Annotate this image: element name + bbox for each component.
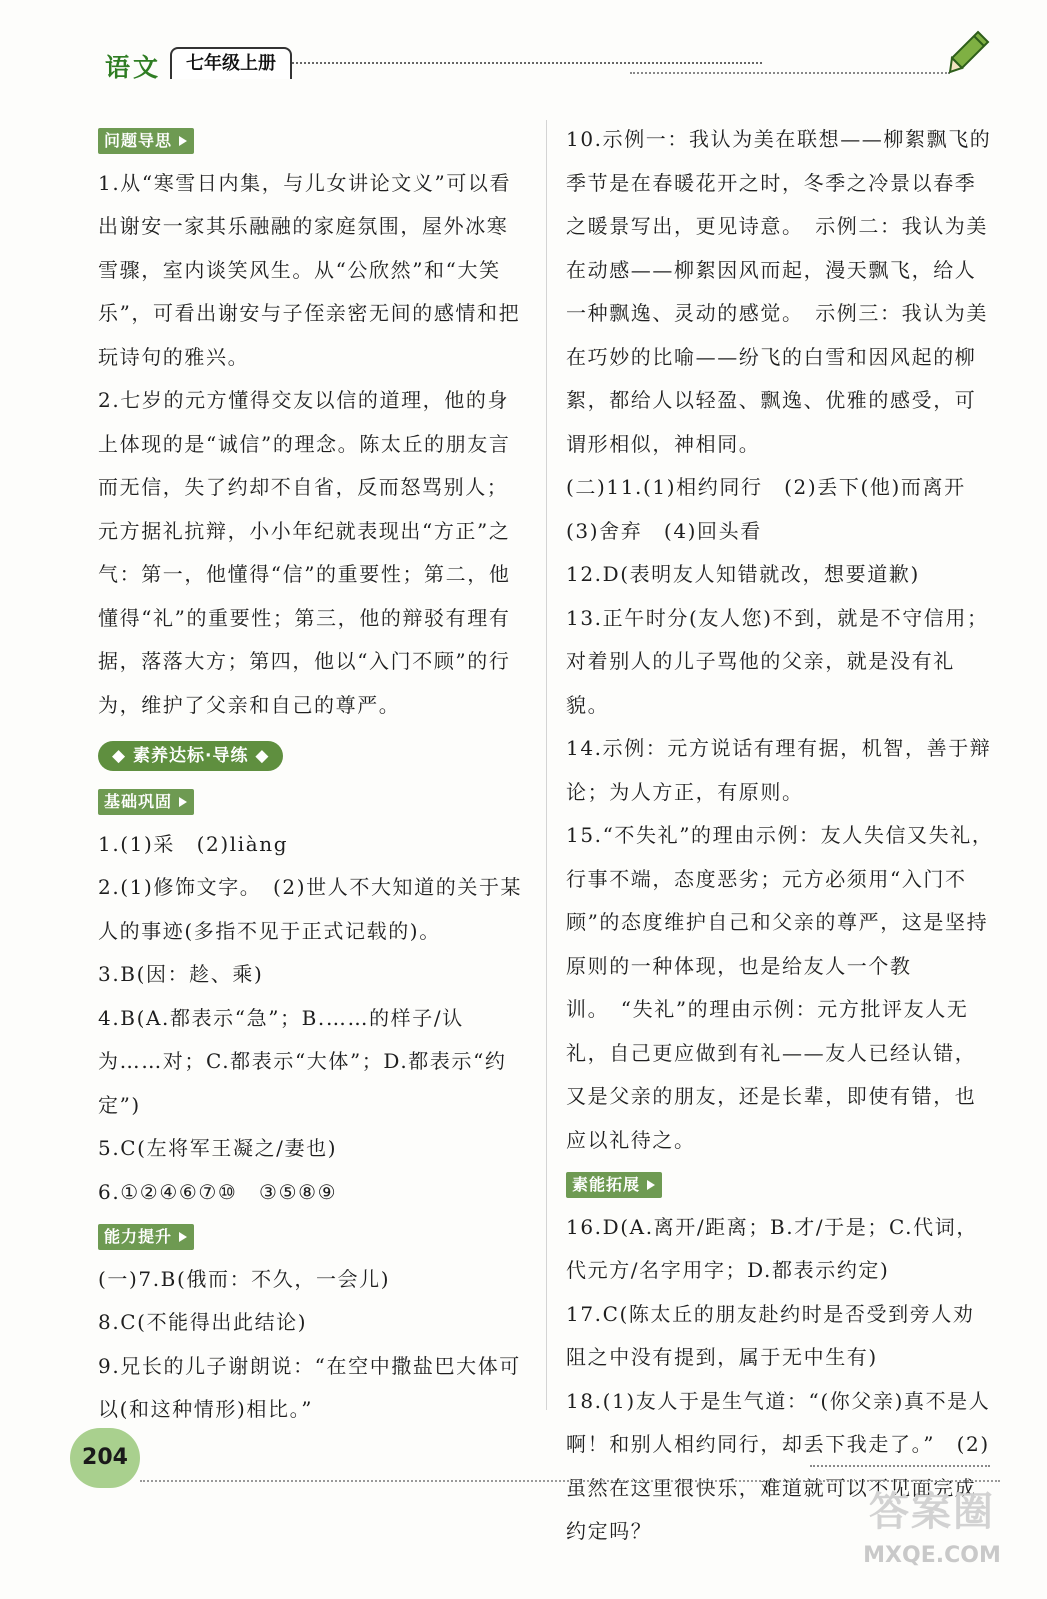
exercise-9: 9.兄长的儿子谢朗说：“在空中撒盐巴大体可以(和这种情形)相比。” [98, 1353, 521, 1421]
exercise-7: (一)7.B(俄而：不久，一会儿) [98, 1266, 391, 1291]
exercise-10: 10.示例一：我认为美在联想——柳絮飘飞的季节是在春暖花开之时，冬季之冷景以春季之暖景写出，更见诗意。 示例二：我认为美在动感——柳絮因风而起，漫天飘飞，给人一种飘逸、灵动的感觉。 示例三：我认为美在巧妙的比喻——纷飞的白雪和因风起的柳絮，都给人以轻盈、飘逸、优雅的感受，可谓形相似，神相同。 [566, 127, 992, 456]
exercise-16: 16.D(A.离开/距离；B.才/于是；C.代词，代元方/名字用字；D.都表示约定) [566, 1214, 978, 1282]
exercise-13: 13.正午时分(友人您)不到，就是不守信用；对着别人的儿子骂他的父亲，就是没有礼貌。 [566, 605, 989, 717]
section-tag-wenti: 问题导思 [98, 128, 194, 154]
exercise-15: 15.“不失礼”的理由示例：友人失信又失礼，行事不端，态度恶劣；元方必须用“入门不顾”的态度维护自己和父亲的尊严，这是坚持原则的一种体现，也是给友人一个教训。 “失礼”的理由示例：元方批评友人无礼，自己更应做到有礼——友人已经认错，又是父亲的朋友，还是长辈，即使有错，也应以礼待之。 [566, 823, 994, 1152]
section-tag-jichu: 基础巩固 [98, 789, 194, 815]
grade-tab: 七年级上册 [170, 47, 292, 79]
column-divider [546, 120, 547, 1410]
section-tag-suneng: 素能拓展 [566, 1172, 662, 1198]
left-column [98, 118, 528, 1432]
exercise-11: (二)11.(1)相约同行 (2)丢下(他)而离开(3)舍弃 (4)回头看 [566, 475, 966, 543]
exercise-3: 3.B(因：趁、乘) [98, 962, 264, 986]
pencil-icon [948, 30, 990, 74]
watermark-url: MXQE.COM [863, 1543, 1001, 1568]
right-column [566, 118, 996, 1554]
answer-1: 1.从“寒雪日内集，与儿女讲论文义”可以看出谢安一家其乐融融的家庭氛围，屋外冰寒雪骤，室内谈笑风生。从“公欣然”和“大笑乐”，可看出谢安与子侄亲密无间的感情和把玩诗句的雅兴。 [98, 170, 521, 369]
exercise-12: 12.D(表明友人知错就改，想要道歉) [566, 562, 920, 586]
section-tag-nengli: 能力提升 [98, 1224, 194, 1250]
exercise-17: 17.C(陈太丘的朋友赴约时是否受到旁人劝阻之中没有提到，属于无中生有) [566, 1301, 975, 1369]
exercise-8: 8.C(不能得出此结论) [98, 1310, 308, 1334]
header-dotted-rule-lower [630, 72, 950, 74]
watermark-title: 答案圈 [869, 1489, 995, 1535]
exercise-18: 18.(1)友人于是生气道：“(你父亲)真不是人啊！和别人相约同行，却丢下我走了。” (2)虽然在这里很快乐，难道就可以不见面完成约定吗？ [566, 1388, 991, 1543]
subject-label: 语文 [105, 53, 162, 82]
section-banner: ◆ 素养达标·导练 ◆ [98, 741, 283, 771]
exercise-14: 14.示例：元方说话有理有据，机智，善于辩论；为人方正，有原则。 [566, 736, 992, 804]
answer-2: 2.七岁的元方懂得交友以信的道理，他的身上体现的是“诚信”的理念。陈太丘的朋友言而无信，失了约却不自省，反而怒骂别人；元方据礼抗辩，小小年纪就表现出“方正”之气：第一，他懂得“信”的重要性；第二，他懂得“礼”的重要性；第三，他的辩驳有理有据，落落大方；第四，他以“入门不顾”的行为，维护了父亲和自己的尊严。 [98, 388, 511, 717]
footer-dotted-rule-upper [810, 1465, 990, 1467]
exercise-5: 5.C(左将军王凝之/妻也) [98, 1136, 338, 1160]
page-number: 204 [70, 1428, 140, 1488]
exercise-2: 2.(1)修饰文字。 (2)世人不大知道的关于某人的事迹(多指不见于正式记载的)。 [98, 875, 523, 943]
exercise-1: 1.(1)采 (2)liàng [98, 831, 289, 856]
exercise-4: 4.B(A.都表示“急”；B.……的样子/认为……对；C.都表示“大体”；D.都表示“约定”) [98, 1005, 507, 1117]
header-dotted-rule [292, 62, 762, 64]
page-header [0, 0, 1047, 90]
watermark [842, 1490, 1022, 1590]
footer-dotted-rule [140, 1480, 1000, 1482]
exercise-6: 6.①②④⑥⑦⑩ ③⑤⑧⑨ [98, 1179, 338, 1204]
